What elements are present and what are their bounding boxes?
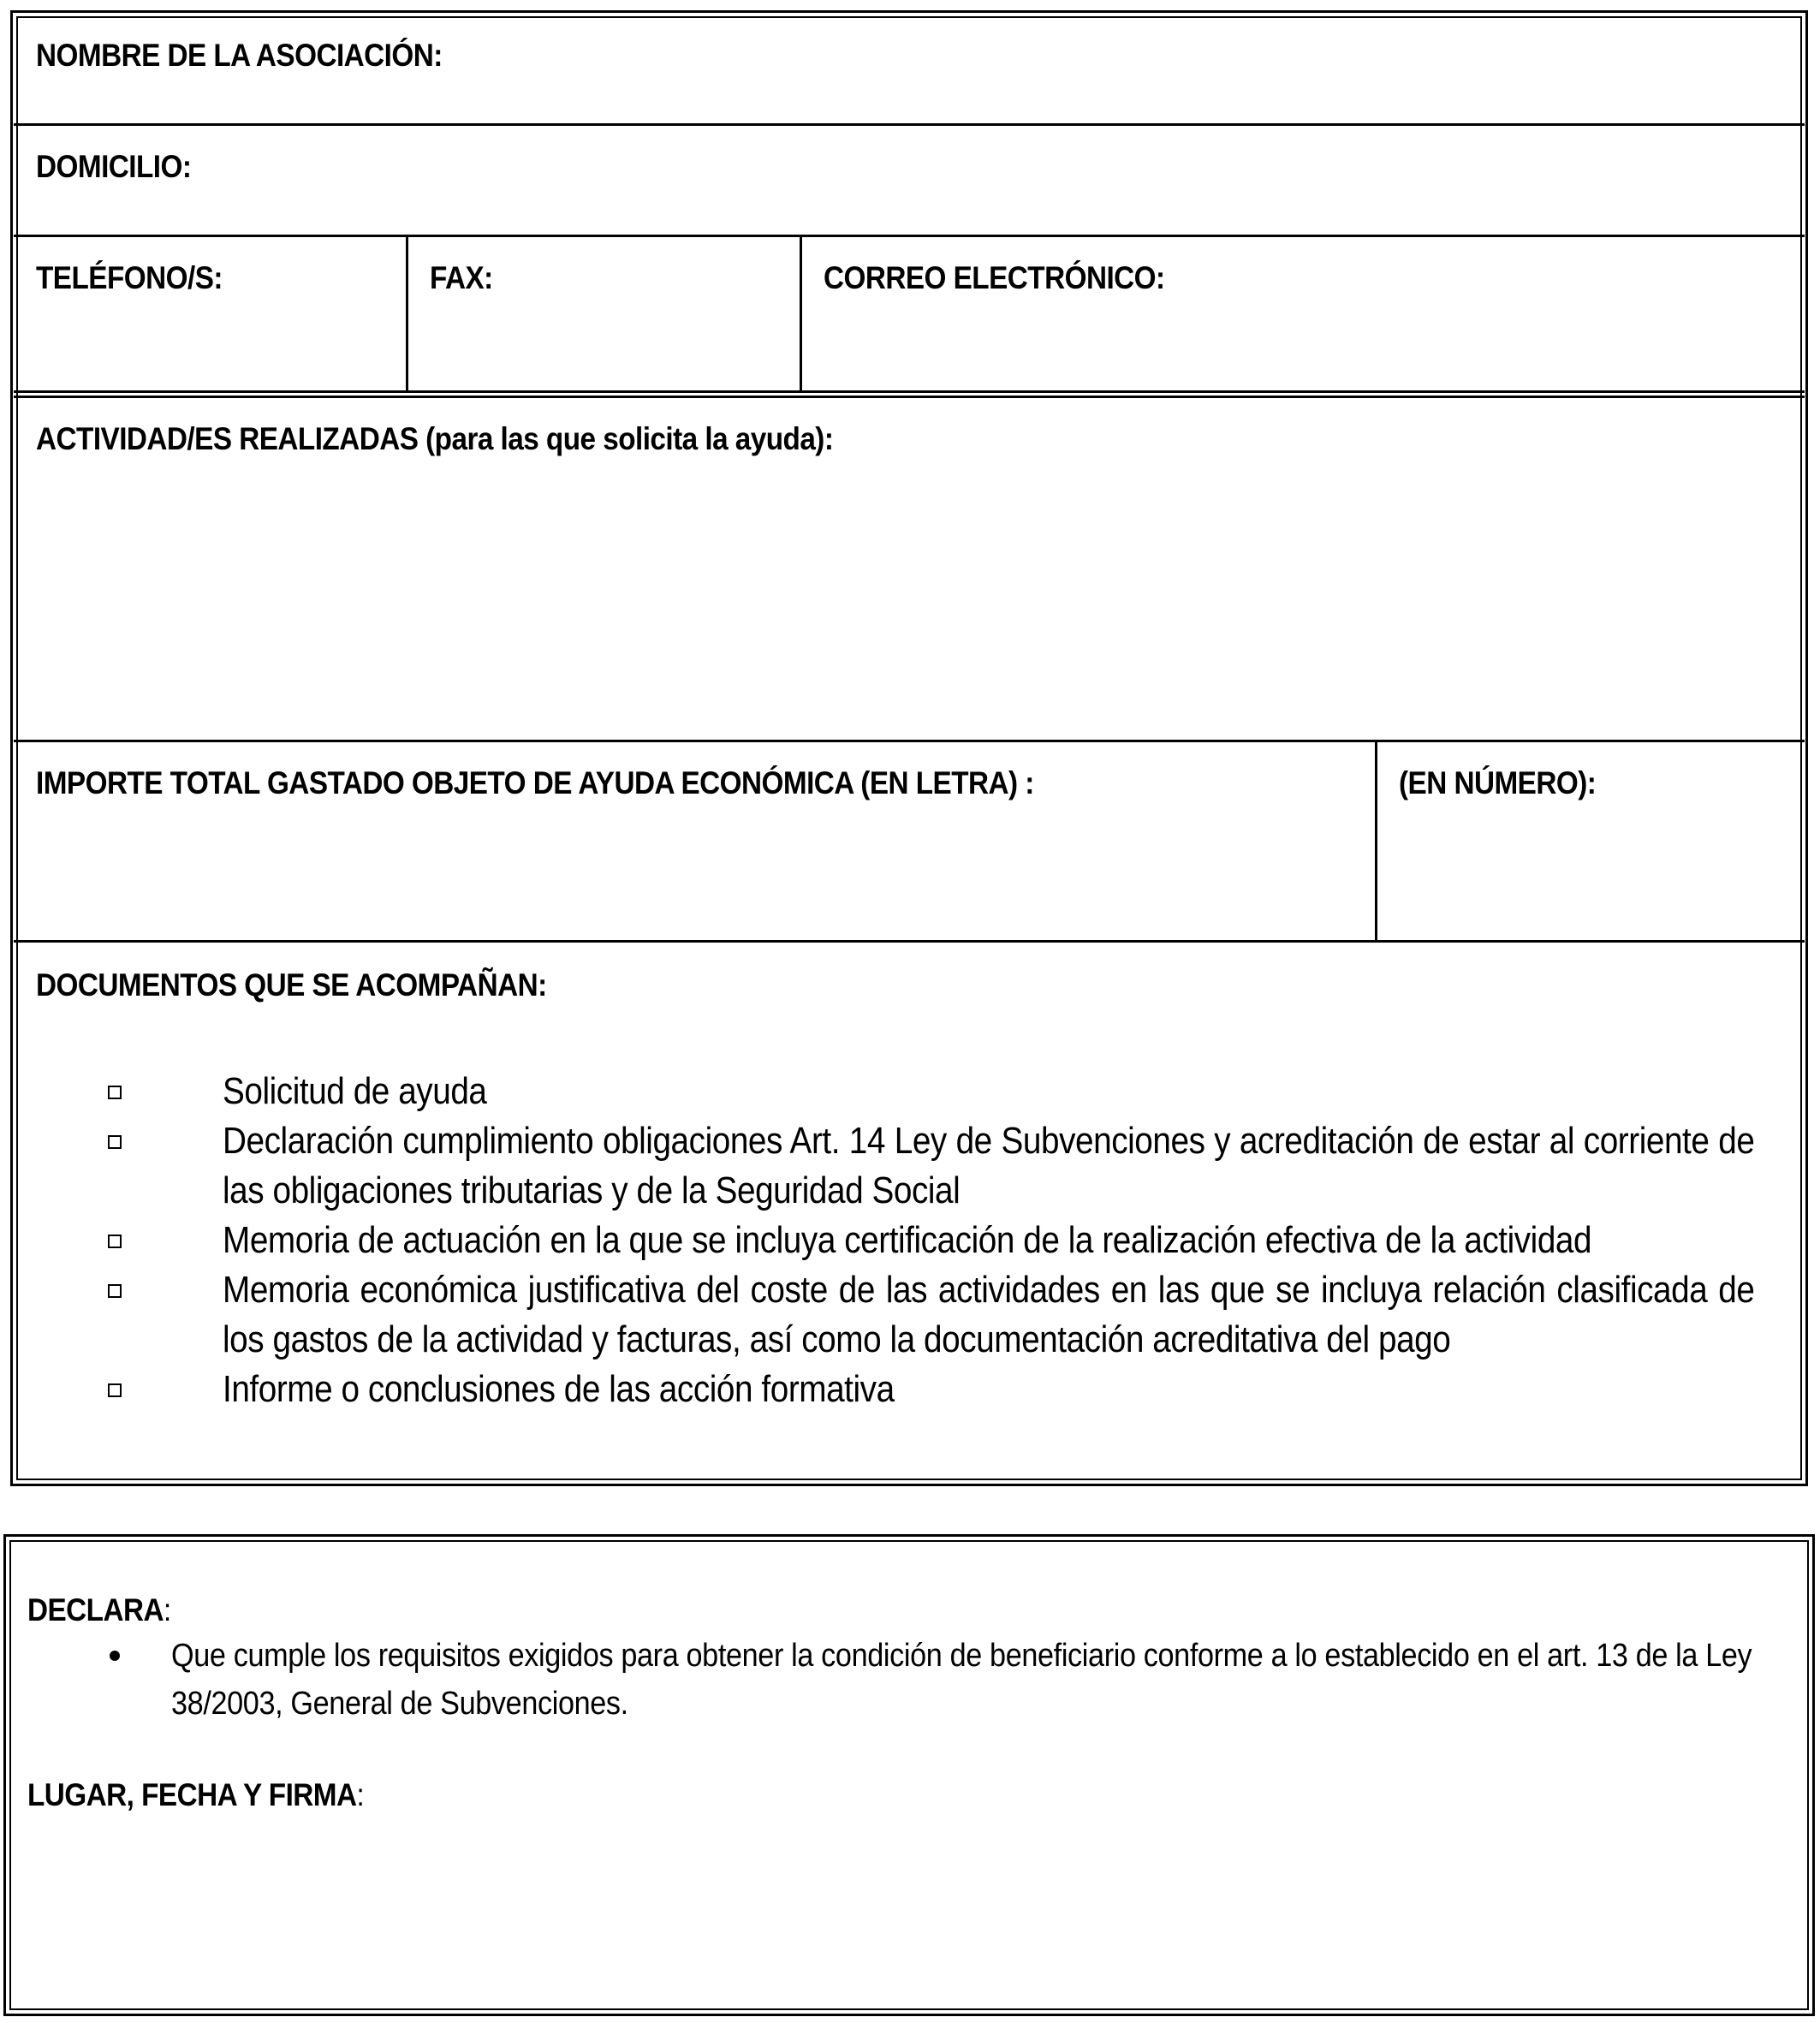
documents-checklist (103, 1067, 1755, 1414)
column-divider (1375, 740, 1377, 942)
row-divider (14, 123, 1805, 126)
checkbox-icon[interactable] (108, 1086, 122, 1099)
column-divider (800, 235, 802, 392)
declara-colon: : (164, 1592, 171, 1627)
declaration-inner-border (9, 1540, 1809, 2010)
lugar-label: LUGAR, FECHA Y FIRMA (27, 1777, 357, 1812)
domicilio-label: DOMICILIO: (36, 149, 192, 184)
row-divider (14, 390, 1805, 393)
row-divider (14, 740, 1805, 742)
list-item: Informe o conclusiones de las acción formativa (103, 1365, 1755, 1414)
fax-label: FAX: (430, 260, 493, 295)
list-item: Declaración cumplimiento obligaciones Art. 14 Ley de Subvenciones y acreditación de estar al corriente de las obligaciones tributarias y de la Seguridad Social (103, 1116, 1755, 1216)
declaration-statement: Que cumple los requisitos exigidos para obtener la condición de beneficiario conforme a lo establecido en el art. 13 de la Ley 38/2003, General de Subvenciones. (103, 1632, 1781, 1728)
row-divider (14, 940, 1805, 943)
row-divider (14, 235, 1805, 237)
importe-letra-label: IMPORTE TOTAL GASTADO OBJETO DE AYUDA ECONÓMICA (EN LETRA) : (36, 765, 1034, 800)
importe-numero-label: (EN NÚMERO): (1399, 765, 1597, 800)
lugar-colon: : (356, 1777, 365, 1812)
correo-label: CORREO ELECTRÓNICO: (824, 260, 1165, 295)
row-divider (14, 396, 1805, 398)
declara-heading (27, 1592, 171, 1628)
declara-label: DECLARA (27, 1592, 164, 1627)
checkbox-icon[interactable] (108, 1383, 122, 1397)
list-item: Memoria económica justificativa del coste de las actividades en las que se incluya relación clasificada de los gastos de la actividad y facturas, así como la documentación acreditativa del pago (103, 1265, 1755, 1365)
column-divider (406, 235, 408, 392)
list-item: Memoria de actuación en la que se incluya certificación de la realización efectiva de la actividad (103, 1216, 1755, 1265)
checkbox-icon[interactable] (108, 1135, 122, 1149)
lugar-fecha-firma-heading (27, 1777, 364, 1813)
checkbox-icon[interactable] (108, 1284, 122, 1298)
declaration-box (3, 1534, 1815, 2016)
documentos-label: DOCUMENTOS QUE SE ACOMPAÑAN: (36, 967, 547, 1003)
telefono-label: TELÉFONO/S: (36, 260, 223, 295)
actividades-label: ACTIVIDAD/ES REALIZADAS (para las que solicita la ayuda): (36, 421, 834, 456)
bullet-icon (110, 1651, 120, 1661)
nombre-asociacion-label: NOMBRE DE LA ASOCIACIÓN: (36, 38, 443, 73)
checkbox-icon[interactable] (108, 1235, 122, 1248)
list-item: Solicitud de ayuda (103, 1067, 1755, 1116)
